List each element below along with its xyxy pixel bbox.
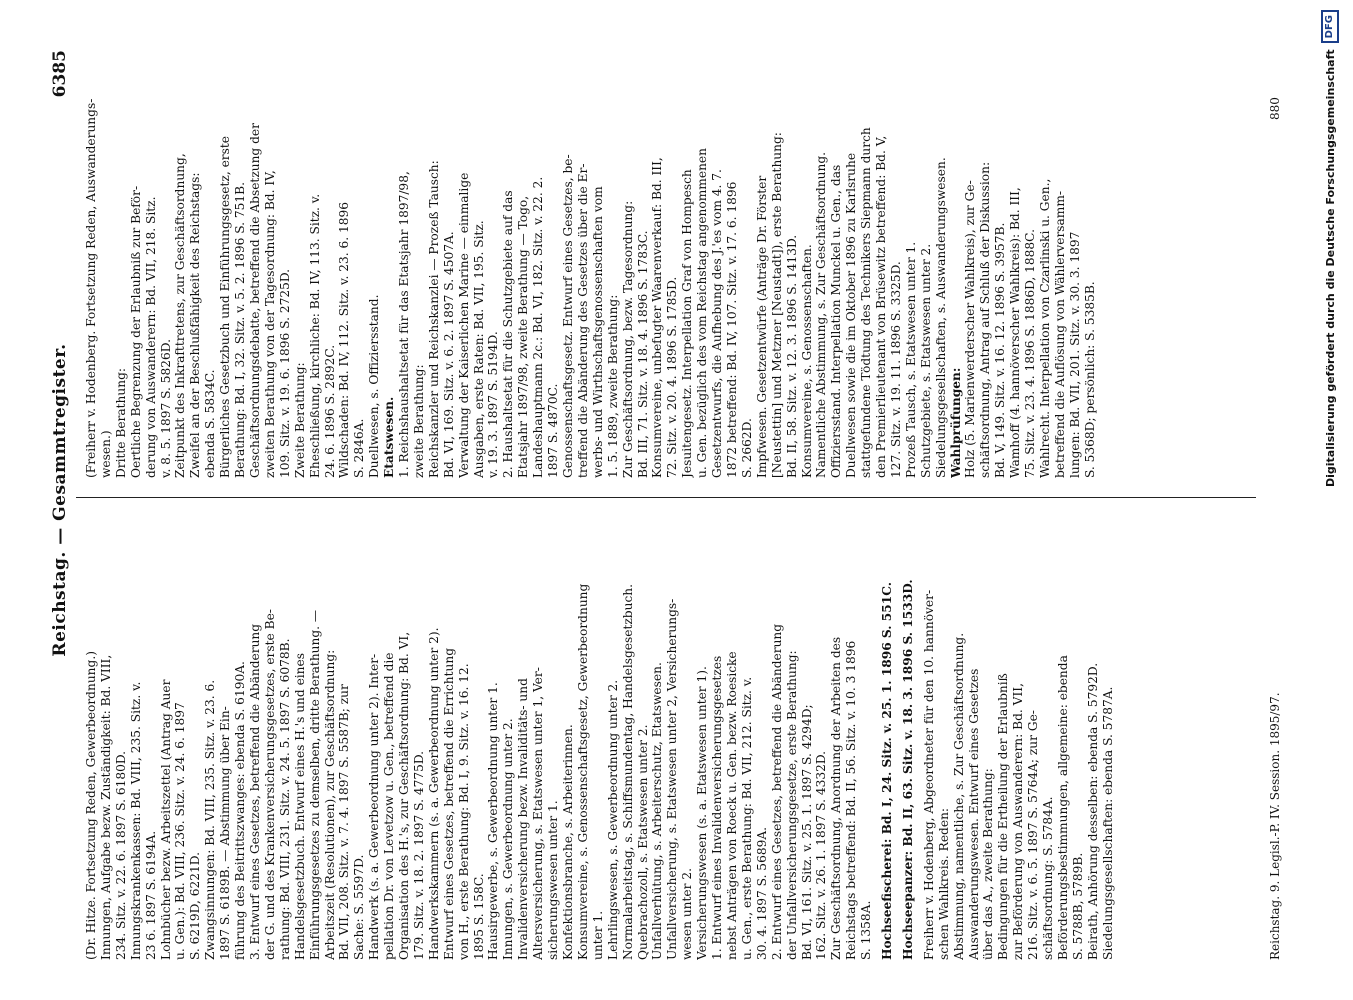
running-head: Reichstag. — Gesammtregister.: [50, 343, 70, 657]
index-line: lungen: Bd. VII, 201. Sitz. v. 30. 3. 1897: [1067, 231, 1082, 478]
index-line: Konsumvereine, s. Genossenschaftsgesetz, Gewerbeordnung: [575, 583, 590, 960]
index-line: Sache: S. 5597D.: [352, 854, 367, 960]
index-line: Beförderungsbestimmungen, allgemeine: ebenda: [1056, 655, 1070, 960]
index-line: Einführungsgesetzes zu demselben, dritte Berathung. —: [307, 609, 322, 960]
index-line: S. 5788B, 5789B.: [1070, 852, 1085, 960]
index-line: 1897 S. 6189B. — Abstimmung über Ein-: [218, 706, 233, 960]
index-line: schen Wahlkreis. Reden:: [936, 807, 951, 960]
index-line: Handwerk (s. a. Gewerbeordnung unter 2). Inter-: [367, 653, 382, 960]
index-line: (Dr. Hitze. Fortsetzung Reden, Gewerbeordnung.): [84, 651, 98, 960]
index-line: Bd. II, 58. Sitz. v. 12. 3. 1896 S. 1413D.: [784, 234, 799, 478]
index-line: 1895 S. 158C.: [471, 873, 486, 960]
index-line: sicherungswesen unter 1.: [546, 800, 561, 960]
index-line: unter 1.: [590, 910, 605, 960]
index-line: 127. Sitz. v. 19. 11. 1896 S. 3325D.: [888, 261, 903, 478]
index-line: Handelsgesetzbuch. Entwurf eines H.'s und eines: [292, 652, 307, 960]
index-line: 109. Sitz. v. 19. 6. 1896 S. 2725D.: [277, 268, 292, 478]
left-column: [84, 520, 1264, 960]
footer-session: Reichstag. 9. Legisl.-P. IV. Session. 1895/97.: [1268, 692, 1282, 960]
index-line: 3. Entwurf eines Gesetzes, betreffend die Abänderung: [247, 623, 262, 960]
index-line: Bd. VI, 169. Sitz. v. 6. 2. 1897 S. 4507A.: [441, 231, 456, 478]
index-line: Versicherungswesen (s. a. Etatswesen unter 1).: [695, 666, 710, 960]
index-line: stattgefundene Tödtung des Technikers Siepmann durch: [859, 127, 874, 478]
index-line: 216. Sitz. v. 6. 5. 1897 S. 5764A; zur Ge-: [1026, 710, 1041, 960]
index-line: werbs- und Wirthschaftsgenossenschaften vom: [590, 186, 605, 478]
index-line: treffend die Abänderung des Gesetzes über die Er-: [575, 163, 590, 478]
index-line: Handwerkskammern (s. a. Gewerbeordnung unter 2).: [426, 627, 441, 960]
index-line: Zur Geschäftsordnung, Anordnung der Arbeiten des: [829, 636, 844, 960]
index-line: Reichskanzler und Reichskanzlei — Prozeß Tausch:: [426, 160, 441, 478]
index-line: Zweifel an der Beschlußfähigkeit des Reichstags:: [188, 172, 203, 478]
index-line: Invalidenversicherung bezw. Invaliditäts- und: [516, 678, 531, 960]
index-line: Hochseefischerei: Bd. I, 24. Sitz. v. 25. 1. 1896 S. 551C.: [880, 582, 895, 960]
index-line: S. 5368D; persönlich: S. 5385B.: [1082, 281, 1097, 478]
index-line: 1872 betreffend: Bd. IV, 107. Sitz. v. 17. 6. 1896: [724, 181, 739, 478]
index-line: Zweite Berathung:: [292, 362, 307, 478]
index-line: betreffend die Auflösung von Wählerversamm-: [1052, 190, 1067, 478]
index-line: S. 1358A.: [859, 900, 874, 960]
index-line: Verwaltung der Kaiserlichen Marine — einmalige: [456, 172, 471, 478]
index-line: Konsumvereine, unbefugter Waarenverkauf: Bd. III,: [650, 157, 665, 478]
index-line: Impfwesen. Gesetzentwürfe (Anträge Dr. Förster: [754, 175, 769, 478]
index-line: Freiherr v. Hodenberg, Abgeordneter für den 10. hannöver-: [921, 589, 936, 960]
index-line: den Premierlieutenant von Brüsewitz betreffend: Bd. V,: [874, 135, 889, 478]
index-line: 72. Sitz. v. 20. 4. 1896 S. 1785D.: [665, 276, 680, 478]
index-line: Ausgaben, erste Raten: Bd. VII, 195. Sitz.: [471, 220, 486, 478]
index-line: Arbeitszeit (Resolutionen), zur Geschäftsordnung:: [322, 649, 337, 960]
index-line: 179. Sitz. v. 18. 2. 1897 S. 4775D.: [411, 750, 426, 960]
index-line: Lohnbücher bezw. Arbeitszettel (Antrag Auer: [158, 679, 173, 960]
index-line: Siedelungsgesellschaften, s. Auswanderungswesen.: [933, 157, 948, 478]
index-line: Wahlprüfungen:: [948, 367, 963, 478]
index-line: 234. Sitz. v. 22. 6. 1897 S. 6180D.: [113, 750, 128, 960]
digitization-note: Digitalisierung gefördert durch die Deutsche Forschungsgemeinschaft: [1323, 49, 1337, 488]
index-line: nebst Anträgen von Roeck u. Gen. bezw. Roesicke: [724, 651, 739, 960]
index-line: ebenda S. 5834C.: [203, 369, 218, 478]
index-line: 30. 4. 1897 S. 5689A.: [754, 826, 769, 960]
index-line: wesen.): [98, 430, 113, 478]
index-line: 162. Sitz. v. 26. 1. 1897 S. 4332D.: [814, 750, 829, 960]
index-line: Unfallversicherung, s. Etatswesen unter 2, Versicherungs-: [665, 598, 680, 960]
index-line: von H., erste Berathung: Bd. I, 9. Sitz. v. 16. 12.: [456, 663, 471, 960]
index-line: der Unfallversicherungsgesetze, erste Berathung:: [784, 650, 799, 960]
index-line: 24. 6. 1896 S. 2892C.: [322, 344, 337, 478]
index-line: Normalarbeitstag, s. Schiffsmundentag, Handelsgesetzbuch.: [620, 584, 635, 960]
index-line: über das A., zweite Berathung:: [981, 768, 996, 960]
index-line: Eheschließung, kirchliche: Bd. IV, 113. Sitz. v.: [307, 193, 322, 478]
index-line: rathung: Bd. VIII, 231. Sitz. v. 24. 5. 1897 S. 6078B.: [277, 638, 292, 960]
index-line: Bd. III, 71. Sitz. v. 18. 4. 1896 S. 1783C.: [635, 230, 650, 478]
index-line: 1. Reichshaushaltsetat für das Etatsjahr 1897/98,: [397, 171, 412, 478]
index-line: Landeshauptmann 2c.: Bd. VI, 182. Sitz. v. 22. 2.: [531, 176, 546, 478]
footer-sheet-number: 880: [1268, 97, 1282, 120]
index-line: Bedingungen für die Ertheilung der Erlaubniß: [996, 673, 1011, 960]
index-line: [Neustettin] und Metzner [Neustadt]), erste Berathung:: [769, 132, 784, 478]
dfg-logo: DFG: [1321, 10, 1339, 43]
index-line: Konsumvereine, s. Genossenschaften.: [799, 244, 814, 478]
column-divider: [76, 497, 1256, 498]
index-line: pellation Dr. von Levetzow u. Gen., betreffend die: [382, 652, 397, 960]
index-line: Namentliche Abstimmung, s. Zur Geschäftsordnung.: [814, 151, 829, 478]
page-number: 6385: [50, 50, 70, 98]
index-line: S. 6219D, 6221D.: [188, 852, 203, 960]
index-line: zweite Berathung:: [411, 364, 426, 478]
index-line: Organisation des H.'s, zur Geschäftsordnung: Bd. VI,: [397, 631, 412, 960]
index-line: wesen unter 2.: [680, 868, 695, 960]
index-line: Gesetzentwurfs, die Aufhebung des J.'es vom 4. 7.: [710, 169, 725, 478]
index-line: Konfektionsbranche, s. Arbeiterinnen.: [561, 724, 575, 960]
index-line: Genossenschaftsgesetz. Entwurf eines Gesetzes, be-: [561, 154, 575, 478]
index-line: Dritte Berathung:: [113, 368, 128, 478]
index-line: Hausirgewerbe, s. Gewerbeordnung unter 1.: [486, 682, 501, 960]
index-line: Duellwesen, s. Offiziersstand.: [367, 294, 382, 478]
index-line: Abstimmung, namentliche, s. Zur Geschäftsordnung.: [951, 632, 966, 960]
index-line: Etatswesen.: [382, 396, 397, 478]
index-line: Schutzgebiete, s. Etatswesen unter 2.: [918, 243, 933, 478]
index-line: S. 2662D.: [739, 418, 754, 478]
index-line: Quebrachozoll, s. Etatswesen unter 2.: [635, 724, 650, 960]
digitization-credit: [1318, 10, 1342, 530]
index-line: Entwurf eines Gesetzes, betreffend die Errichtung: [441, 647, 456, 960]
index-line: Reichstags betreffend: Bd. II, 56. Sitz. v. 10. 3 1896: [844, 640, 859, 960]
index-line: u. Gen.): Bd. VIII, 236. Sitz. v. 24. 6. 1897: [173, 702, 188, 960]
index-line: (Freiherr v. Hodenberg. Fortsetzung Reden, Auswanderungs-: [84, 98, 98, 478]
index-line: zweiten Berathung von der Tagesordnung: Bd. IV,: [262, 170, 277, 478]
index-line: Bd. VII, 208. Sitz. v. 7. 4. 1897 S. 5587B; zur: [337, 684, 352, 960]
index-line: Etatsjahr 1897/98, zweite Berathung — Togo,: [516, 195, 531, 478]
index-line: Wahlrecht. Interpellation von Czarlinski u. Gen.,: [1038, 178, 1052, 478]
index-line: 1897 S. 4870C.: [546, 383, 561, 478]
index-line: Unfallverhütung, s. Arbeiterschutz, Etatswesen.: [650, 662, 665, 960]
index-line: Zur Geschäftsordnung, bezw. Tagesordnung:: [620, 200, 635, 478]
index-line: S. 2846A.: [352, 418, 367, 478]
index-line: derung von Auswanderern: Bd. VII, 218. Sitz.: [143, 196, 158, 478]
index-line: zur Beförderung von Auswanderern: Bd. VII,: [1011, 683, 1026, 960]
index-line: 1. Entwurf eines Invalidenversicherungsgesetzes: [710, 655, 725, 960]
index-line: u. Gen., erste Berathung: Bd. VII, 212. Sitz. v.: [739, 676, 754, 960]
index-line: Jesuitengesetz. Interpellation Graf von Hompesch: [680, 169, 695, 478]
index-line: Innungen, s. Gewerbeordnung unter 2.: [501, 718, 516, 960]
index-line: Auswanderungswesen. Entwurf eines Gesetzes: [966, 668, 981, 960]
index-line: Berathung: Bd. I, 32. Sitz. v. 5. 2. 1896 S. 751B.: [233, 182, 248, 478]
index-line: Bd. V, 149. Sitz. v. 16. 12. 1896 S. 3957B.: [993, 222, 1008, 478]
index-line: Innungen, Aufgabe bezw. Zuständigkeit: Bd. VIII,: [98, 654, 113, 960]
index-line: Wildschaden: Bd. IV, 112. Sitz. v. 23. 6. 1896: [337, 202, 352, 478]
page-header: [50, 40, 74, 960]
index-line: Bürgerliches Gesetzbuch und Einführungsgesetz, erste: [218, 136, 233, 478]
index-line: Duellwesen sowie die im Oktober 1896 zu Karlsruhe: [844, 152, 859, 478]
index-line: Oertliche Begrenzung der Erlaubniß zur Beför-: [128, 185, 143, 478]
index-line: Prozeß Tausch, s. Etatswesen unter 1.: [903, 241, 918, 478]
index-line: Siedelungsgesellschaften: ebenda S. 5787A.: [1100, 686, 1115, 960]
index-line: Beirath, Anhörung desselben: ebenda S. 5792D.: [1085, 662, 1100, 960]
index-line: u. Gen. bezüglich des vom Reichstag angenommenen: [695, 148, 710, 478]
index-line: Zwangsinnungen: Bd. VIII, 235. Sitz. v. 23. 6.: [203, 679, 218, 960]
index-line: Altersversicherung, s. Etatswesen unter 1, Ver-: [531, 667, 546, 960]
index-line: 23 6. 1897 S. 6194A.: [143, 830, 158, 960]
index-line: v. 8. 5. 1897 S. 5826D.: [158, 339, 173, 478]
index-line: Geschäftsordnungsdebatte, betreffend die Absetzung der: [247, 123, 262, 478]
index-line: v. 19. 3. 1897 S. 5194D.: [486, 331, 501, 478]
index-line: 75. Sitz. v. 23. 4. 1896 S. 1886D, 1888C.: [1023, 229, 1038, 478]
index-line: Offiziersstand. Interpellation Munckel u. Gen., das: [829, 164, 844, 478]
index-line: Wamhoff (4. hannöverscher Wahlkreis): Bd. III,: [1008, 187, 1023, 478]
index-line: Holz (5. Marienwerderscher Wahlkreis), zur Ge-: [963, 180, 978, 478]
index-line: der G. und des Krankenversicherungsgesetzes, erste Be-: [262, 609, 277, 960]
index-line: führung des Beitrittszwanges: ebenda S. 6190A.: [233, 661, 248, 960]
index-line: schäftsordnung, Antrag auf Schluß der Diskussion:: [978, 161, 993, 478]
index-line: Zeitpunkt des Inkrafttretens, zur Geschäftsordnung,: [173, 153, 188, 478]
index-line: Hochseepanzer: Bd. II, 63. Sitz. v. 18. 3. 1896 S. 1533D.: [900, 579, 915, 960]
index-line: 2. Haushaltsetat für die Schutzgebiete auf das: [501, 190, 516, 478]
index-line: Bd. VI, 161. Sitz. v. 25. 1. 1897 S. 4294D;: [799, 704, 814, 960]
index-line: Innungskrankenkassen: Bd. VIII, 235. Sitz. v.: [128, 681, 143, 960]
index-line: 1. 5. 1889, zweite Berathung:: [605, 294, 620, 478]
right-column: [84, 38, 1264, 478]
index-line: schäftsordnung: S. 5784A.: [1041, 796, 1056, 960]
index-line: 2. Entwurf eines Gesetzes, betreffend die Abänderung: [769, 623, 784, 960]
index-line: Lehrlingswesen, s. Gewerbeordnung unter 2.: [605, 679, 620, 960]
